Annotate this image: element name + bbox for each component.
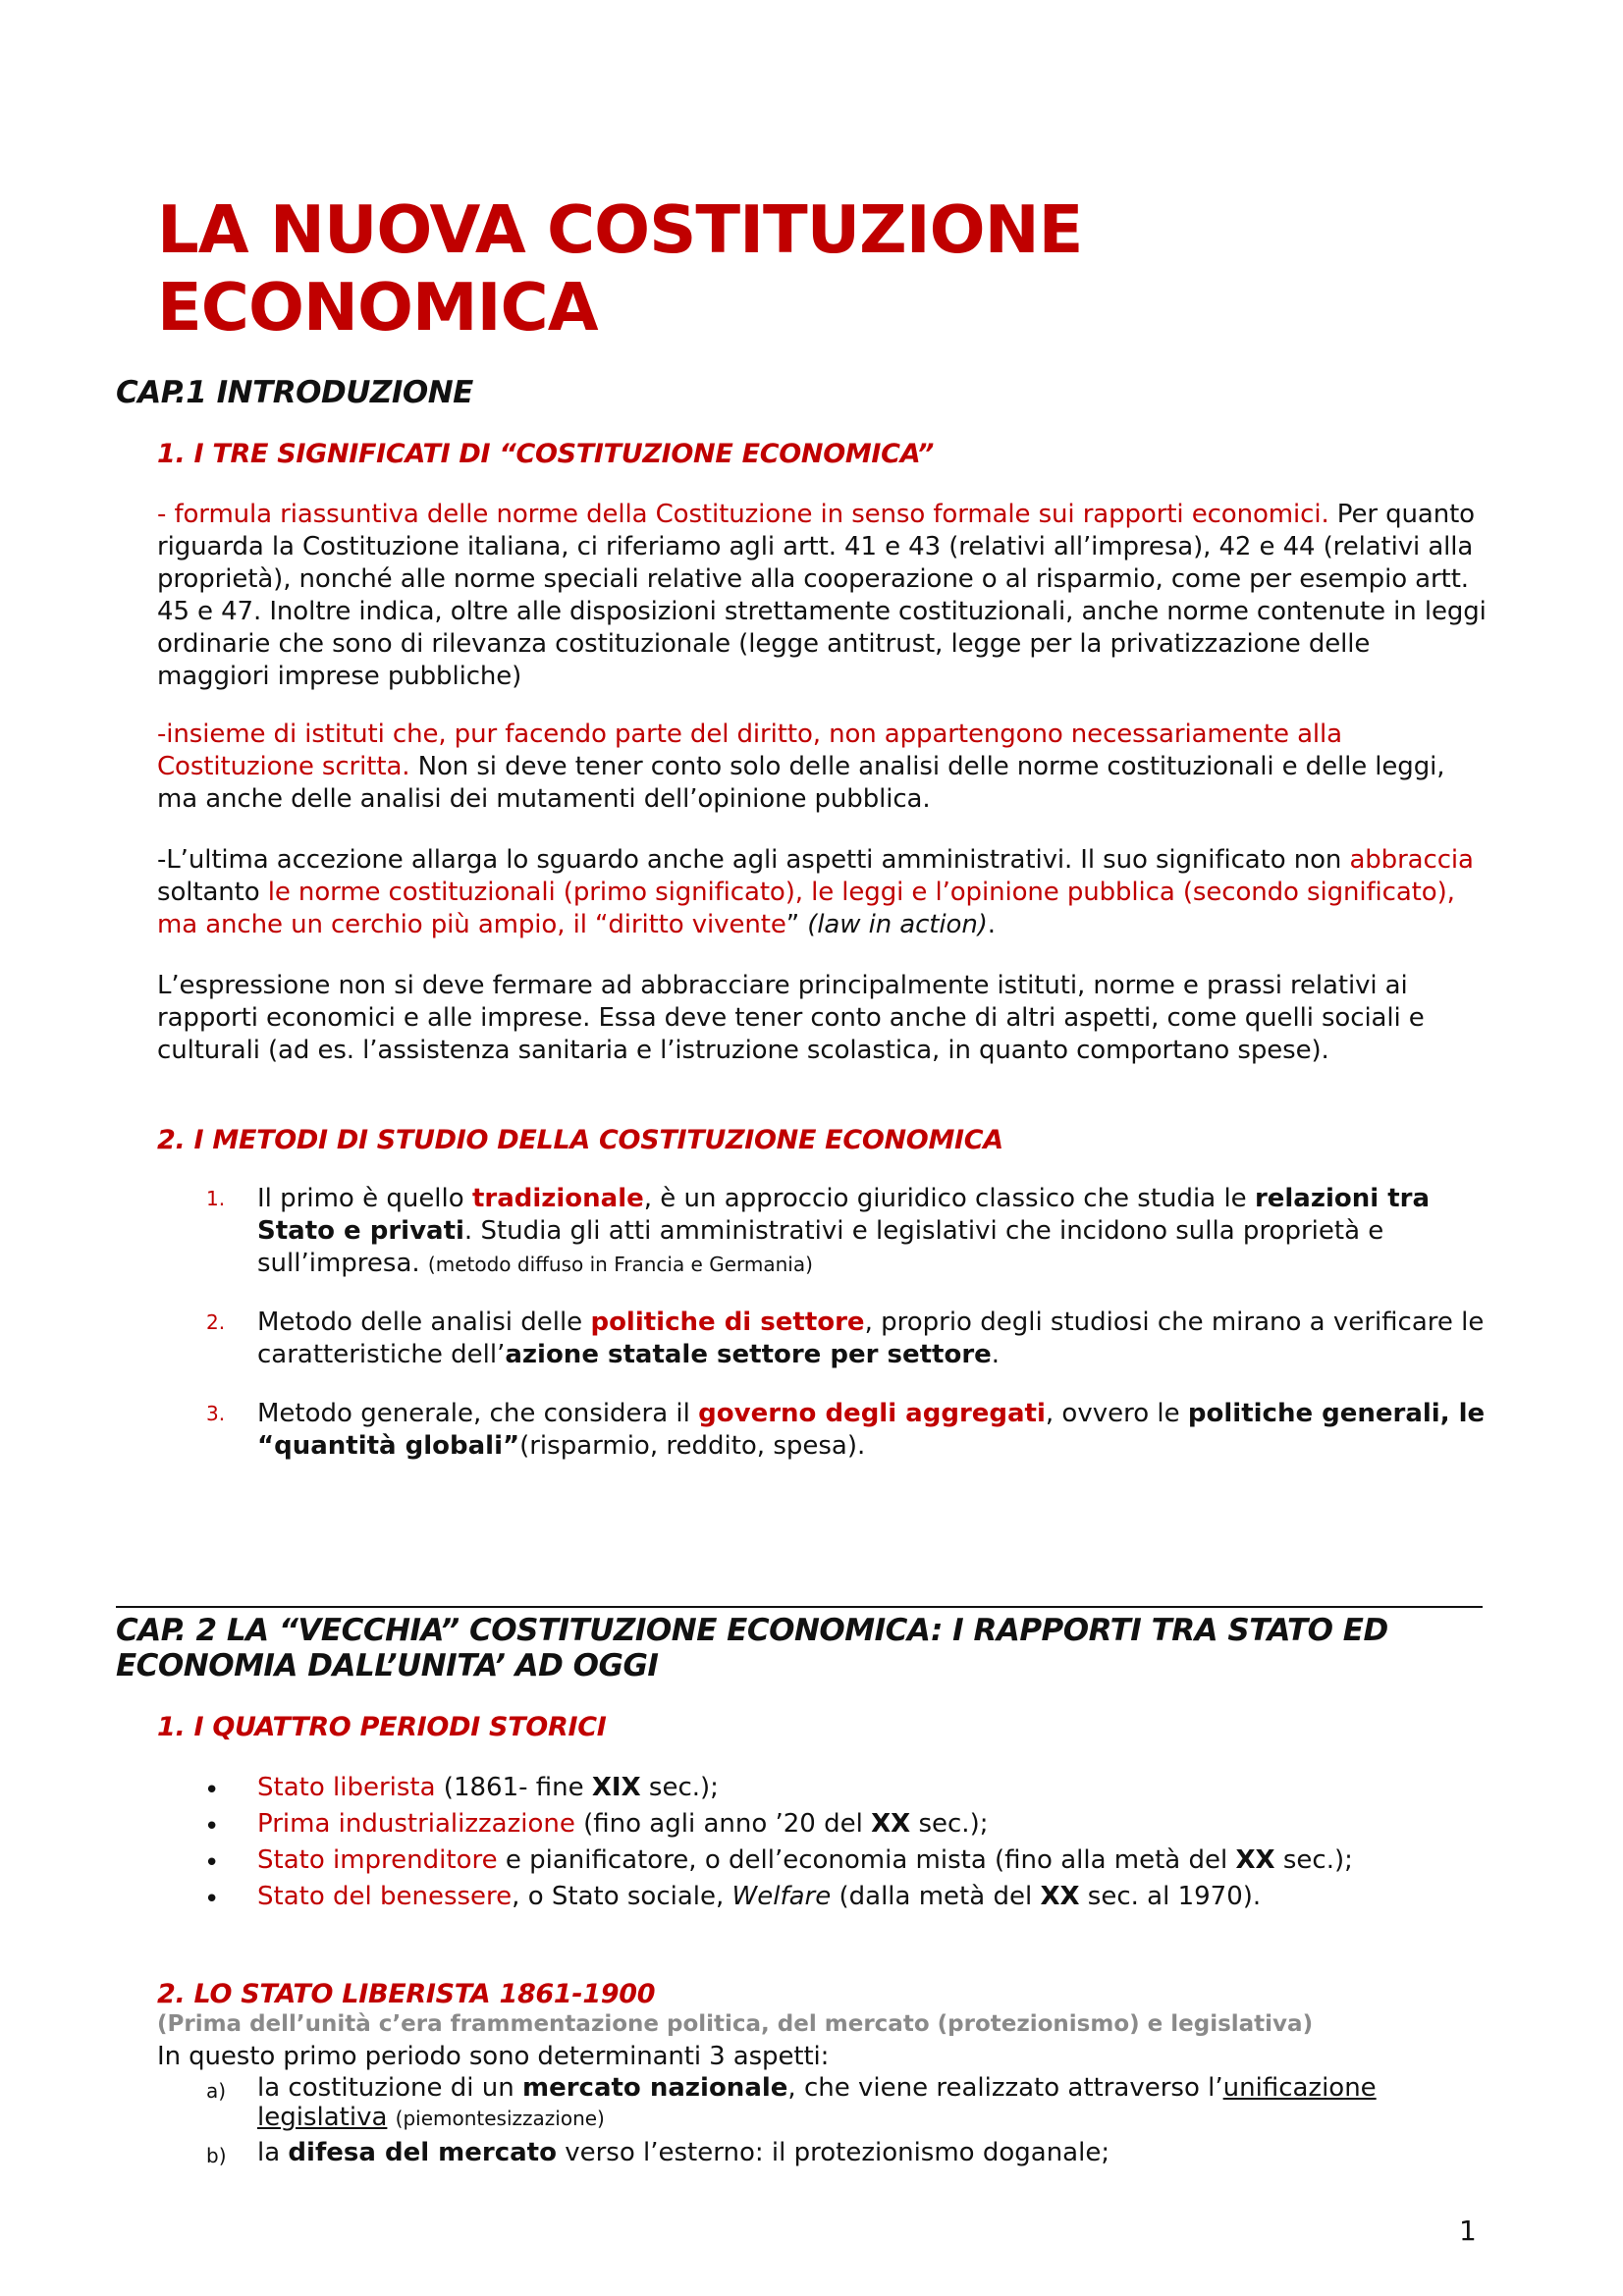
list-item-text [257,1808,1494,1841]
list-item [157,1844,1492,1881]
text-span: sec. al 1970). [1079,1882,1262,1911]
section-2-2-note: (Prima dell’unità c’era frammentazione politica, del mercato (protezionismo) e legislativa) [157,2011,1314,2037]
chapter-2-heading-line-2: ECONOMIA DALL’UNITA’ AD OGGI [116,1648,659,1683]
chapter-divider [116,1606,1483,1608]
highlight-span: Stato del benessere [257,1882,513,1911]
document-title [157,191,1335,347]
section-2-2-intro: In questo primo periodo sono determinanti 3 aspetti: [157,2042,830,2071]
list-item [157,1772,1492,1808]
text-span: . Studia gli atti amministrativi e legislativi che incidono sulla proprietà e sull’impresa. [257,1216,1384,1278]
meaning-1-highlight: - formula riassuntiva delle norme della Costituzione in senso formale sui rapporti economici. [157,500,1329,529]
chapter-2-heading-line-1: CAP. 2 LA “VECCHIA” COSTITUZIONE ECONOMICA: I RAPPORTI TRA STATO ED [116,1613,1388,1648]
text-span: sec.); [1274,1845,1353,1875]
text-span: , che viene realizzato attraverso l’ [787,2073,1223,2103]
list-number: 3. [206,1402,226,1425]
chapter-2-heading [116,1613,1388,1683]
meaning-1-text: Per quanto riguarda la Costituzione italiana, ci riferiamo agli artt. 41 e 43 (relativi all’impresa), 42 e 44 (relativi alla proprietà), nonché alle norme speciali relative alla cooperazione o al risparmio, come per esempio artt. 45 e 47. Inoltre indica, oltre alle disposizioni strettamente costituzionali, anche norme contenute in leggi ordinarie che sono di rilevanza costituzionale (legge antitrust, legge per la privatizzazione delle maggiori imprese pubbliche) [157,500,1487,691]
meaning-3-italic: (law in action) [807,910,988,939]
text-span: , è un approccio giuridico classico che studia le [643,1184,1255,1213]
bold-span: difesa del mercato [288,2138,557,2167]
text-span: (fino agli anno ’20 del [574,1809,872,1839]
text-span [387,2103,395,2132]
list-item [157,1808,1492,1844]
bold-span: XX [1040,1882,1080,1911]
meaning-3-text-a: -L’ultima accezione allarga lo sguardo anche agli aspetti amministrativi. Il suo significato non [157,845,1350,875]
meaning-3-highlight-a: abbraccia [1349,845,1474,875]
list-item-text [257,2138,1494,2167]
text-span: (1861- fine [435,1773,592,1802]
bold-span: mercato nazionale [522,2073,788,2103]
bold-span: politiche generali, le “quantità globali” [257,1399,1486,1461]
text-span: la costituzione di un [257,2073,522,2103]
text-span: , o Stato sociale, [512,1882,732,1911]
paragraph-meaning-3 [157,844,1488,941]
text-span: sec.); [910,1809,989,1839]
text-span: Metodo delle analisi delle [257,1308,591,1337]
text-span: (dalla metà del [831,1882,1041,1911]
text-span: , proprio degli studiosi che mirano a verificare le caratteristiche dell’ [257,1308,1485,1369]
list-item-text [257,1881,1494,1913]
small-note: (metodo diffuso in Francia e Germania) [427,1253,813,1276]
list-item-text [257,1307,1494,1371]
italic-span: Welfare [731,1882,832,1911]
bold-span: XX [1235,1845,1275,1875]
bold-span: relazioni tra Stato e privati [257,1184,1431,1246]
list-number: 2. [206,1310,226,1334]
meaning-3-text-c: ” [785,910,808,939]
list-item-text [257,2073,1494,2133]
list-letter: b) [206,2144,227,2167]
paragraph-espressione: L’espressione non si deve fermare ad abbracciare principalmente istituti, norme e prassi relativi ai rapporti economici e alle imprese. Essa deve tener conto anche di altri aspetti, come quelli sociali e culturali (ad es. l’assistenza sanitaria e l’istruzione scolastica, in quanto comportano spese). [157,971,1425,1065]
list-item-text [257,1398,1494,1463]
bold-span: azione statale settore per settore [505,1340,992,1369]
chapter-1-heading: CAP.1 INTRODUZIONE [116,375,473,410]
highlight-span: governo degli aggregati [698,1399,1046,1428]
bullet-icon: • [204,1848,220,1878]
list-letter: a) [206,2079,227,2103]
document-title-line-1: LA NUOVA COSTITUZIONE [157,191,1083,268]
highlight-span: tradizionale [471,1184,644,1213]
meaning-2-text: Non si deve tener conto solo delle analisi delle norme costituzionali e delle leggi, ma anche delle analisi dei mutamenti dell’opinione pubblica. [157,752,1445,814]
document-title-line-2: ECONOMICA [157,269,598,346]
highlight-span: Stato liberista [257,1773,436,1802]
small-note: (piemontesizzazione) [395,2107,605,2130]
list-item-text [257,1183,1494,1281]
meaning-2-highlight: -insieme di istituti che, pur facendo parte del diritto, non appartengono necessariamente alla Costituzione scritta. [157,720,1343,781]
page-number: 1 [1459,2215,1477,2247]
paragraph-meaning-2 [157,719,1488,816]
text-span: Il primo è quello [257,1184,472,1213]
text-span: la [257,2138,289,2167]
bold-span: XIX [591,1773,641,1802]
meaning-3-highlight-b: le norme costituzionali (primo significato), le leggi e l’opinione pubblica (secondo significato), ma anche un cerchio più ampio, il “diritto vivente [157,878,1455,939]
highlight-span: Stato imprenditore [257,1845,498,1875]
highlight-span: Prima industrializzazione [257,1809,575,1839]
bullet-icon: • [204,1812,220,1842]
section-1-1-heading: 1. I TRE SIGNIFICATI DI “COSTITUZIONE ECONOMICA” [157,439,935,469]
highlight-span: politiche di settore [590,1308,865,1337]
list-item [157,1881,1492,1917]
bullet-icon: • [204,1885,220,1914]
list-number: 1. [206,1187,226,1210]
bullet-icon: • [204,1776,220,1805]
section-2-1-heading: 1. I QUATTRO PERIODI STORICI [157,1712,607,1742]
meaning-3-text-b: soltanto [157,878,268,907]
section-2-2-heading: 2. LO STATO LIBERISTA 1861-1900 [157,1979,656,2009]
meaning-3-text-d: . [987,910,996,939]
text-span: (risparmio, reddito, spesa). [519,1431,866,1461]
bold-span: XX [871,1809,911,1839]
text-span: sec.); [640,1773,719,1802]
text-span: e pianificatore, o dell’economia mista (fino alla metà del [497,1845,1236,1875]
text-span: , ovvero le [1045,1399,1188,1428]
text-span: verso l’esterno: il protezionismo doganale; [556,2138,1110,2167]
underlined-span: unificazione legislativa [257,2073,1377,2132]
text-span: Metodo generale, che considera il [257,1399,699,1428]
list-item-text [257,1844,1494,1877]
text-span: . [991,1340,1001,1369]
list-item-text [257,1772,1494,1804]
section-1-2-heading: 2. I METODI DI STUDIO DELLA COSTITUZIONE ECONOMICA [157,1125,1003,1155]
paragraph-meaning-1 [157,499,1488,693]
